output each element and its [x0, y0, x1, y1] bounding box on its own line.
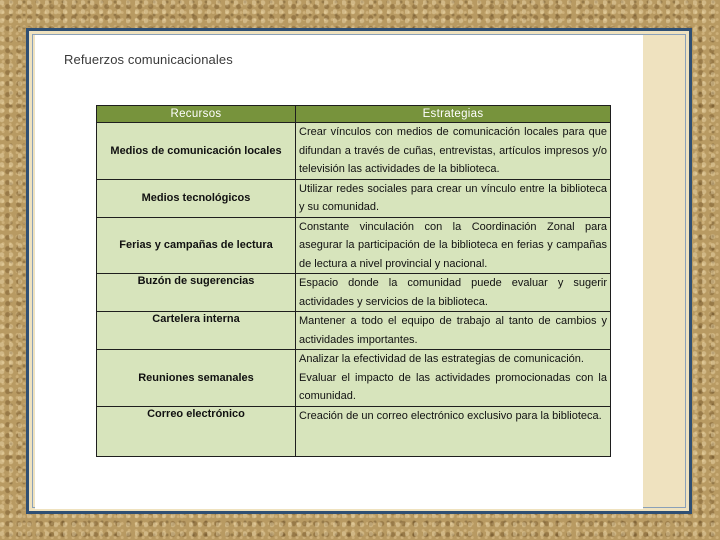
- table-row: [97, 179, 611, 217]
- estrategia-text: Mantener a todo el equipo de trabajo al tanto de cambios y actividades importantes.: [299, 315, 607, 346]
- estrategia-text: Creación de un correo electrónico exclusivo para la biblioteca.: [299, 409, 602, 422]
- recurso-cell: Correo electrónico: [97, 406, 296, 456]
- recurso-cell: Medios de comunicación locales: [97, 123, 296, 180]
- estrategia-cell: [296, 274, 611, 312]
- estrategia-cell: [296, 406, 611, 456]
- header-recursos: Recursos: [97, 106, 296, 123]
- table-row: [97, 217, 611, 274]
- estrategia-text: Crear vínculos con medios de comunicación locales para que difundan a través de cuñas, entrevistas, artículos impresos y/o televisión las actividades de la biblioteca.: [299, 126, 607, 175]
- estrategia-text: Analizar la efectividad de las estrategias de comunicación.: [299, 353, 584, 365]
- estrategia-text: Utilizar redes sociales para crear un vínculo entre la biblioteca y su comunidad.: [299, 182, 607, 213]
- strategies-table: [96, 105, 611, 457]
- table-row: [97, 123, 611, 180]
- slide-title: Refuerzos comunicacionales: [64, 52, 233, 67]
- recurso-cell: Buzón de sugerencias: [97, 274, 296, 312]
- estrategia-text: Espacio donde la comunidad puede evaluar y sugerir actividades y servicios de la biblioteca.: [299, 277, 607, 308]
- recurso-cell: Reuniones semanales: [97, 350, 296, 407]
- estrategia-text: Evaluar el impacto de las actividades promocionadas con la comunidad.: [299, 371, 607, 402]
- header-estrategias: Estrategias: [296, 106, 611, 123]
- table-row: [97, 406, 611, 456]
- estrategia-cell: [296, 123, 611, 180]
- estrategia-text: Constante vinculación con la Coordinación Zonal para asegurar la participación de la biblioteca en ferias y campañas de lectura a nivel provincial y nacional.: [299, 220, 607, 270]
- estrategia-cell: [296, 217, 611, 274]
- table-row: [97, 274, 611, 312]
- slide-frame: [26, 28, 692, 514]
- recurso-cell: Medios tecnológicos: [97, 179, 296, 217]
- table-row: [97, 350, 611, 407]
- table-header-row: [97, 106, 611, 123]
- recurso-cell: Cartelera interna: [97, 312, 296, 350]
- estrategia-cell: [296, 312, 611, 350]
- recurso-cell: Ferias y campañas de lectura: [97, 217, 296, 274]
- estrategia-cell: [296, 179, 611, 217]
- estrategia-cell: [296, 350, 611, 407]
- table-row: [97, 312, 611, 350]
- slide-page: [35, 35, 643, 509]
